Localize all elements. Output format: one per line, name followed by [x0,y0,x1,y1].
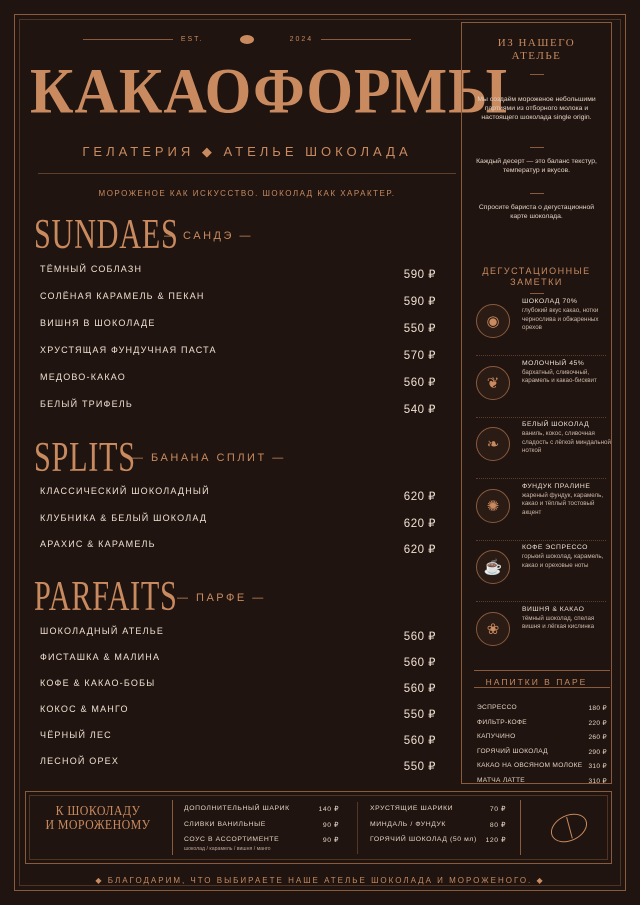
addon-item [370,836,506,848]
addon-name: МИНДАЛЬ / ФУНДУК [370,820,446,828]
tasting-note-title: ВИШНЯ & КАКАО [522,605,585,613]
drink-price: 310 ₽ [588,763,607,770]
menu-item[interactable] [40,652,436,676]
addon-name: СЛИВКИ ВАНИЛЬНЫЕ [184,820,266,828]
menu-item[interactable] [40,539,436,563]
tasting-note-title: МОЛОЧНЫЙ 45% [522,359,585,367]
brand-title: КАКАОФОРМЫ [30,55,509,127]
addon-price: 90 ₽ [322,821,339,829]
menu-item-desc-wrap [40,638,398,648]
addons-divider [520,800,521,855]
atelier-rule [530,74,544,75]
menu-item[interactable] [40,264,436,288]
cacao-bean-icon [240,35,254,44]
menu-item-desc-wrap [40,276,398,286]
menu-item-desc-wrap [40,690,398,700]
est-year: 2024 [289,36,314,43]
tasting-note [476,544,612,602]
drink-item [477,748,607,760]
menu-item-price: 560 ₽ [403,735,436,747]
addon-name: СОУС В АССОРТИМЕНТЕ [184,836,280,843]
menu-item-price: 550 ₽ [403,761,436,773]
atelier-paragraph-3: Спросите бариста о дегустационной карте шоколада. [478,204,595,220]
tasting-note-text: горький шоколад, карамель, какао и ореховые ноты [522,553,604,569]
atelier-title [461,37,612,63]
atelier-rule [530,147,544,148]
atelier-rule [530,193,544,194]
drink-item [477,733,607,745]
tasting-title-line1: ДЕГУСТАЦИОННЫЕ [482,266,591,276]
drink-price: 260 ₽ [588,734,607,741]
section-title-splits: SPLITS [34,435,136,481]
menu-item-price: 550 ₽ [403,323,436,335]
drinks-title: НАПИТКИ В ПАРЕ [485,677,588,687]
menu-item-name: КОФЕ & КАКАО-БОБЫ [40,678,156,688]
menu-item[interactable] [40,756,436,780]
menu-item[interactable] [40,372,436,396]
menu-item[interactable] [40,318,436,342]
section-subtitle-splits: — БАНАНА СПЛИТ — [132,452,286,464]
menu-item-price: 590 ₽ [403,296,436,308]
menu-item-name: КОКОС & МАНГО [40,704,129,714]
tasting-note-text: бархатный, сливочный, карамель и какао-бисквит [522,368,597,385]
atelier-paragraph-1: Мы создаём мороженое небольшими партиями из отборного молока и настоящего шоколада single origin. [477,96,596,121]
menu-item-price: 590 ₽ [403,269,436,281]
note-separator [476,540,606,541]
drink-name: ЭСПРЕССО [477,704,517,711]
addon-name: ДОПОЛНИТЕЛЬНЫЙ ШАРИК [184,805,290,812]
menu-item-desc-wrap [40,768,398,778]
tasting-title-line2: ЗАМЕТКИ [510,277,563,287]
menu-item[interactable] [40,399,436,423]
menu-item-price: 570 ₽ [403,350,436,362]
note-separator [476,355,606,356]
addon-name: ГОРЯЧИЙ ШОКОЛАД (50 мл) [370,836,477,843]
addons-divider [357,802,358,854]
addon-price: 140 ₽ [318,806,339,813]
addons-divider [172,800,173,855]
addon-price: 80 ₽ [489,821,506,829]
menu-item-name: КЛАССИЧЕСКИЙ ШОКОЛАДНЫЙ [40,486,210,496]
menu-item-name: ЧЁРНЫЙ ЛЕС [40,730,112,740]
tasting-note-text: ваниль, кокос, сливочная сладость с лёгкой миндальной ноткой [522,430,611,455]
menu-item[interactable] [40,730,436,754]
tasting-note [476,606,612,664]
addon-price: 90 ₽ [322,837,339,844]
menu-item-desc-wrap [40,551,398,561]
addon-name: ХРУСТЯЩИЕ ШАРИКИ [370,805,454,812]
tasting-note-text: жареный фундук, карамель, какао и тёплый тостовый акцент [522,491,604,516]
brand-subtitle: ГЕЛАТЕРИЯ ◆ АТЕЛЬЕ ШОКОЛАДА [82,144,412,159]
section-subtitle-parfaits: — ПАРФЕ — [177,592,266,604]
addon-item [184,805,339,817]
atelier-title-line1: ИЗ НАШЕГО [497,37,576,49]
menu-item-name: МЕДОВО-КАКАО [40,372,126,382]
drink-name: ГОРЯЧИЙ ШОКОЛАД [477,747,548,755]
menu-item-name: АРАХИС & КАРАМЕЛЬ [40,539,156,549]
section-title-parfaits: PARFAITS [34,574,178,620]
drink-price: 310 ₽ [588,777,607,785]
note-separator [476,417,606,418]
menu-item-price: 540 ₽ [403,404,436,416]
menu-item[interactable] [40,704,436,728]
header-divider [38,173,456,174]
drink-name: ФИЛЬТР-КОФЕ [477,718,527,726]
note-separator [476,478,606,479]
tasting-note-title: ШОКОЛАД 70% [522,298,578,305]
tasting-note-title: ФУНДУК ПРАЛИНЕ [522,482,591,490]
tasting-note-text: тёмный шоколад, спелая вишня и лёгкая кислинка [522,614,595,631]
menu-item-desc-wrap [40,716,398,726]
hazelnut-icon: ✺ [476,489,510,523]
tasting-note [476,360,612,418]
menu-item-price: 560 ₽ [403,631,436,643]
tasting-rule [530,293,544,294]
menu-item-price: 550 ₽ [403,709,436,721]
tasting-note-title: КОФЕ ЭСПРЕССО [522,544,588,551]
footer-thanks: ◆ БЛАГОДАРИМ, ЧТО ВЫБИРАЕТЕ НАШЕ АТЕЛЬЕ ШОКОЛАДА И МОРОЖЕНОГО. ◆ [95,876,545,885]
menu-item-price: 560 ₽ [403,657,436,669]
tasting-note-title: БЕЛЫЙ ШОКОЛАД [522,421,590,428]
menu-item-name: БЕЛЫЙ ТРИФЕЛЬ [40,399,133,409]
menu-item[interactable] [40,626,436,650]
cacao-pod-icon: ❦ [476,366,510,400]
addons-title [43,805,154,833]
menu-item-name: ЛЕСНОЙ ОРЕХ [40,756,120,766]
menu-item-name: ХРУСТЯЩАЯ ФУНДУЧНАЯ ПАСТА [40,345,217,355]
menu-item[interactable] [40,678,436,702]
menu-item-desc-wrap [40,498,398,508]
drink-price: 180 ₽ [588,705,607,712]
menu-item-price: 620 ₽ [403,544,436,556]
menu-item[interactable] [40,486,436,510]
menu-item-name: ШОКОЛАДНЫЙ АТЕЛЬЕ [40,626,165,636]
cherries-icon: ❀ [476,612,510,646]
menu-item[interactable] [40,345,436,369]
tasting-note [476,421,612,479]
menu-item-desc-wrap [40,330,398,340]
menu-item-name: ФИСТАШКА & МАЛИНА [40,652,161,662]
addon-price: 70 ₽ [489,806,506,813]
menu-item-name: КЛУБНИКА & БЕЛЫЙ ШОКОЛАД [40,512,208,523]
menu-item-desc-wrap [40,303,398,313]
drink-name: МАТЧА ЛАТТЕ [477,776,525,784]
menu-item[interactable] [40,513,436,537]
drink-name: КАКАО НА ОВСЯНОМ МОЛОКЕ [477,762,583,769]
addon-item [184,821,339,833]
menu-item[interactable] [40,291,436,315]
atelier-title-line2: АТЕЛЬЕ [511,50,562,62]
tasting-title [461,266,612,288]
section-subtitle-sundaes: — САНДЭ — [164,230,253,242]
menu-item-desc-wrap [40,525,398,535]
drink-price: 220 ₽ [588,719,607,727]
menu-item-desc-wrap [40,357,398,367]
est-label: EST. [180,36,204,43]
tasting-note [476,298,612,356]
section-title-sundaes: SUNDAES [34,212,179,258]
coffee-cup-icon: ☕ [476,550,510,584]
menu-item-desc-wrap [40,664,398,674]
tasting-note [476,483,612,541]
atelier-paragraph-2: Каждый десерт — это баланс текстур, температур и вкусов. [476,158,597,174]
cacao-bean-icon: ◉ [476,304,510,338]
menu-item-price: 620 ₽ [403,517,436,530]
addon-item [370,821,506,833]
drink-name: КАПУЧИНО [477,733,516,740]
drink-item [477,777,607,789]
menu-item-name: ВИШНЯ В ШОКОЛАДЕ [40,318,156,328]
menu-item-price: 560 ₽ [403,377,436,389]
est-line [38,35,456,44]
drink-item [477,762,607,774]
leaf-icon: ❧ [476,427,510,461]
addons-title-line2: И МОРОЖЕНОМУ [45,818,151,833]
tagline: МОРОЖЕНОЕ КАК ИСКУССТВО. ШОКОЛАД КАК ХАРАКТЕР. [98,189,396,198]
menu-item-name: СОЛЁНАЯ КАРАМЕЛЬ & ПЕКАН [40,291,205,301]
tasting-note-text: глубокий вкус какао, нотки чернослива и обжаренных орехов [522,307,599,332]
sauce-note: шоколад / карамель / вишня / манго [184,846,271,852]
drink-price: 290 ₽ [588,748,607,756]
note-separator [476,601,606,602]
menu-item-desc-wrap [40,384,398,394]
drink-item [477,719,607,731]
menu-item-name: ТЁМНЫЙ СОБЛАЗН [40,264,143,274]
addon-item [370,805,506,817]
addon-price: 120 ₽ [485,837,506,844]
menu-item-desc-wrap [40,411,398,421]
menu-item-price: 620 ₽ [403,491,436,503]
drink-item [477,704,607,716]
menu-item-desc-wrap [40,742,398,752]
menu-item-price: 560 ₽ [403,683,436,695]
addons-title-line1: К ШОКОЛАДУ [55,804,141,819]
